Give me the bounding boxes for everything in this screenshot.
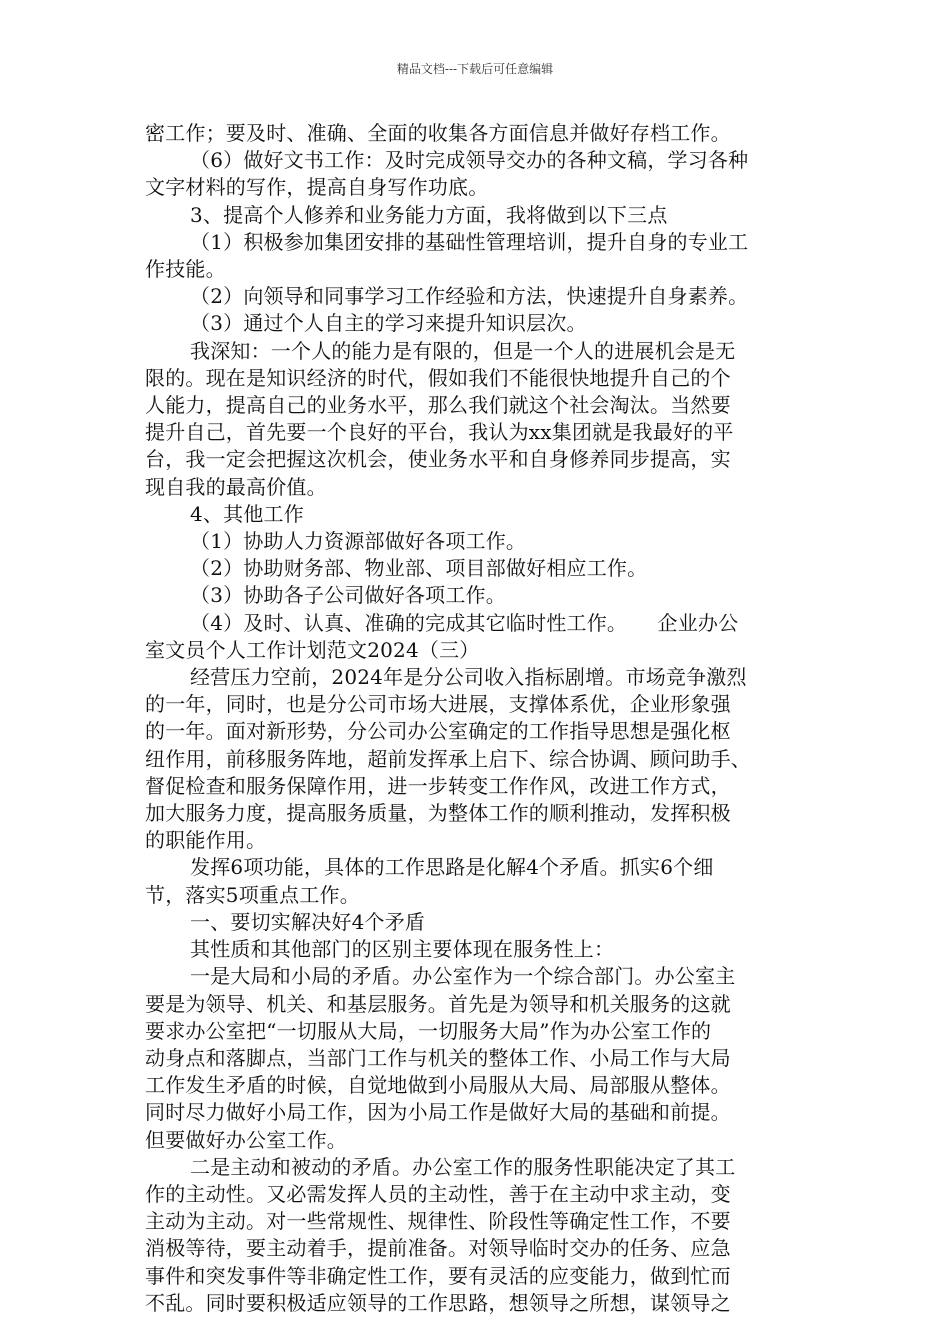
text-line: 文字材料的写作，提高自身写作功底。: [145, 175, 489, 200]
text-line: 工作发生矛盾的时候，自觉地做到小局服从大局、局部服从整体。: [145, 1073, 731, 1098]
text-line: （4）及时、认真、准确的完成其它临时性工作。 企业办公: [190, 610, 739, 635]
text-line: 消极等待，要主动着手，提前准备。对领导临时交办的任务、应急: [145, 1236, 731, 1261]
text-line: 4、其他工作: [190, 501, 304, 526]
text-line: 的一年，同时，也是分公司市场大进展，支撑体系优，企业形象强: [145, 692, 731, 717]
text-line: 台，我一定会把握这次机会，使业务水平和自身修养同步提高，实: [145, 447, 731, 472]
text-line: 二是主动和被动的矛盾。办公室工作的服务性职能决定了其工: [190, 1154, 736, 1179]
text-line: 加大服务力度，提高服务质量，为整体工作的顺利推动，发挥积极: [145, 801, 731, 826]
text-line: 其性质和其他部门的区别主要体现在服务性上：: [190, 937, 615, 962]
text-line: 动身点和落脚点，当部门工作与机关的整体工作、小局工作与大局: [145, 1045, 731, 1070]
text-line: （1）积极参加集团安排的基础性管理培训，提升自身的专业工: [190, 229, 749, 254]
text-line: （1）协助人力资源部做好各项工作。: [190, 529, 527, 554]
text-line: 的一年。面对新形势，分公司办公室确定的工作指导思想是强化枢: [145, 719, 731, 744]
text-line: 提升自己，首先要一个良好的平台，我认为xx集团就是我最好的平: [145, 420, 734, 445]
text-line: 一、要切实解决好4个矛盾: [190, 909, 426, 934]
text-line: 限的。现在是知识经济的时代，假如我们不能很快地提升自己的个: [145, 365, 731, 390]
page-header: 精品文档---下载后可任意编辑: [396, 62, 554, 76]
text-line: （2）向领导和同事学习工作经验和方法，快速提升自身素养。: [190, 284, 749, 309]
document-body: [145, 120, 815, 1317]
text-line: 不乱。同时要积极适应领导的工作思路，想领导之所想，谋领导之: [145, 1290, 731, 1315]
text-line: （3）协助各子公司做好各项工作。: [190, 583, 506, 608]
text-line: 事件和突发事件等非确定性工作，要有灵活的应变能力，做到忙而: [145, 1263, 731, 1288]
text-line: 作的主动性。又必需发挥人员的主动性，善于在主动中求主动，变: [145, 1181, 731, 1206]
text-line: 3、提高个人修养和业务能力方面，我将做到以下三点: [190, 202, 668, 227]
text-line: 的职能作用。: [145, 828, 267, 853]
text-line: （3）通过个人自主的学习来提升知识层次。: [190, 311, 587, 336]
text-line: 纽作用，前移服务阵地，超前发挥承上启下、综合协调、顾问助手、: [145, 746, 751, 771]
text-line: 但要做好办公室工作。: [145, 1127, 347, 1152]
text-line: 现自我的最高价值。: [145, 474, 327, 499]
text-line: 发挥6项功能，具体的工作思路是化解4个矛盾。抓实6个细: [190, 855, 714, 880]
text-line: 要是为领导、机关、和基层服务。首先是为领导和机关服务的这就: [145, 991, 731, 1016]
text-line: 人能力，提高自己的业务水平，那么我们就这个社会淘汰。当然要: [145, 393, 731, 418]
text-line: 主动为主动。对一些常规性、规律性、阶段性等确定性工作，不要: [145, 1209, 731, 1234]
text-line: 我深知：一个人的能力是有限的，但是一个人的进展机会是无: [190, 338, 736, 363]
text-line: 同时尽力做好小局工作，因为小局工作是做好大局的基础和前提。: [145, 1100, 731, 1125]
text-line: 密工作；要及时、准确、全面的收集各方面信息并做好存档工作。: [145, 121, 731, 145]
text-line: 一是大局和小局的矛盾。办公室作为一个综合部门。办公室主: [190, 964, 736, 989]
text-line: （2）协助财务部、物业部、项目部做好相应工作。: [190, 556, 648, 581]
text-line: （6）做好文书工作：及时完成领导交办的各种文稿，学习各种: [190, 148, 749, 173]
text-line: 节，落实5项重点工作。: [145, 882, 360, 907]
text-line: 作技能。: [145, 257, 226, 282]
text-line: 要求办公室把“一切服从大局，一切服务大局”作为办公室工作的: [145, 1018, 712, 1043]
text-line: 室文员个人工作计划范文2024（三）: [145, 637, 480, 662]
text-line: 经营压力空前，2024年是分公司收入指标剧增。市场竞争激烈: [190, 665, 747, 690]
text-line: 督促检查和服务保障作用，进一步转变工作作风，改进工作方式，: [145, 773, 731, 798]
